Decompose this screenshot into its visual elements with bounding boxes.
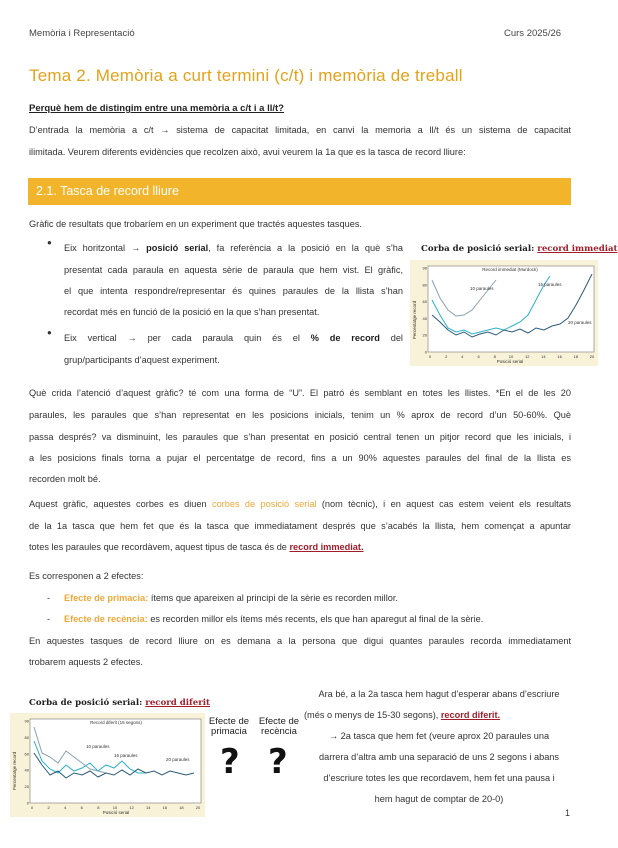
effect-q-primacia-label: Efecte de primacia [208,716,250,737]
y-tick-label: 60 [24,751,29,757]
bullet-1-line-2: presentat cada paraula en aquesta sèrie de paraula que hem vist. El gràfic, [64,265,403,275]
x-tick-label: 20 [195,805,201,810]
x-tick-label: 14 [541,354,546,359]
question-mark-primacia: ? [220,742,240,782]
bullet-2-line-1: Eix vertical → per cada paraula quin és el % de record del [64,333,403,343]
para-u-line-2: paraules, les paraules que s’han representat en les posicions inicials, tenim un % aprox de record d’un 50-60%. Què [29,410,571,420]
x-tick-label: 6 [477,354,480,359]
page-title: Tema 2. Memòria a curt termini (c/t) i memòria de treball [29,66,463,85]
figure1-label-15: 15 paraules [538,282,562,287]
x-tick-label: 14 [145,805,151,810]
figure2-inner-title: Record diferit (15 segons) [90,720,142,725]
bullet-dot-1: ● [47,238,52,247]
figure1-title-link: record immediat [537,244,618,254]
term-record-immediat: record immediat. [289,542,364,552]
question-mark-recencia: ? [268,742,288,782]
x-tick-label: 20 [589,354,595,359]
x-tick-label: 18 [179,805,184,810]
x-tick-label: 6 [80,805,83,810]
graph-intro: Gràfic de resultats que trobaríem en un experiment que tractés aquestes tasques. [29,219,362,229]
y-tick-label: 80 [422,282,427,288]
page-number: 1 [565,808,571,818]
y-tick-label: 20 [24,784,29,790]
right-text-line-4: darrera d’altra amb una separació de uns 2 segons i abans [318,752,560,762]
bullet-1-line-3: el que intenta respondre/representar és quines paraules de la llista s’han [64,286,403,296]
effect-dash-1: - [47,593,51,603]
bullet-1-line-1: Eix horitzontal → posició serial, fa referència a la posició en la què s’ha [64,243,403,253]
term-corbes-posicio-serial: corbes de posició serial [211,499,317,509]
x-tick-label: 4 [64,805,67,810]
y-tick-label: 0 [424,349,427,355]
y-tick-label: 40 [24,767,29,773]
para-u-line-4: a les posicions finals torna a pujar el percentatge de record, fins a un 90% aquestes paraules del final de la llista es [29,453,571,463]
y-tick-label: 20 [422,332,427,338]
figure1-label-20: 20 paraules [568,320,592,325]
figure2-serial-position-chart [10,713,205,817]
effects-intro: Es corresponen a 2 efectes: [29,571,144,581]
figure2-ylabel: Percentatge record [12,751,17,791]
header-course-name: Memòria i Representació [29,28,135,39]
x-tick-label: 8 [97,805,100,810]
para-u-line-3: passa després? va disminuint, les paraules que s’han presentat en posició central tenen un pitjor record que les inicials, i [29,432,571,442]
x-tick-label: 0 [30,805,34,810]
para-demand-line-2: trobarem aquests 2 efectes. [29,657,143,667]
x-tick-label: 0 [428,354,432,359]
term-record-diferit: record diferit. [440,710,501,720]
x-tick-label: 18 [573,354,579,359]
bullet-dot-2: ● [47,328,52,337]
section-heading-band [28,178,571,205]
effect-recencia: Efecte de recència: es recorden millor els ítems més recents, els que han aparegut al final de la sèrie. [64,614,484,624]
para-corbes-line-2: de la 1a tasca que hem fet que és la tasca que immediatament després que s’acabés la llista, hem començat a apuntar [29,521,571,531]
section-question: Perquè hem de distingim entre una memòria a c/t i a ll/t? [29,103,284,114]
figure1-serial-position-chart [410,260,598,366]
para-corbes-line-3: totes les paraules que recordàvem, aquest tipus de tasca és de record immediat. [29,542,364,552]
right-text-line-5: d’escriure totes les que recordavem, hem fet una pausa i [323,773,555,783]
right-text-line-1: Ara bé, a la 2a tasca hem hagut d’esperar abans d’escriure [318,689,560,699]
effect-primacia: Efecte de primacia: ítems que apareixen al principi de la sèrie es recorden millor. [64,593,398,603]
y-tick-label: 80 [24,734,29,740]
para-demand-line-1: En aquestes tasques de record lliure on es demana a la persona que digui quantes paraules recorda immediatament [29,636,571,646]
y-tick-label: 90 [422,265,427,271]
figure1-ylabel: Percentatge record [412,300,417,340]
figure1-inner-title: Record immediat (Murdock) [482,267,538,272]
x-tick-label: 10 [508,354,514,359]
x-tick-label: 10 [112,805,118,810]
right-text-line-3: → 2a tasca que hem fet (veure aprox 20 paraules una [328,731,550,741]
figure2-xlabel: Posició serial [102,810,130,815]
effect-q-recencia-label: Efecte de recència [258,716,300,737]
x-tick-label: 16 [162,805,168,810]
figure2-label-20: 20 paraules [166,757,190,762]
figure2-title-link: record diferit [145,698,210,708]
x-tick-label: 2 [445,354,448,359]
intro-line-1: D’entrada la memòria a c/t → sistema de capacitat limitada, en canvi la memoria a ll/t és un sistema de capacitat [29,125,571,135]
x-tick-label: 12 [524,354,530,359]
figure2-label-10: 10 paraules [86,744,110,749]
para-u-line-5: recorden molt bé. [29,474,101,484]
para-u-line-1: Què crida l’atenció d’aquest gràfic? té com una forma de “U”. El patró és semblant en totes les llistes. *En el de les 20 [29,388,571,398]
intro-line-2: ilimitada. Veurem diferents evidències que recolzen això, avui veurem la 1a que es la tasca de record lliure: [29,147,466,157]
header-year: Curs 2025/26 [504,28,562,39]
right-text-line-6: hem hagut de comptar de 20-0) [374,794,504,804]
x-tick-label: 8 [493,354,496,359]
figure1-title: Corba de posició serial: record immediat [421,244,618,254]
section-heading: 2.1. Tasca de record lliure [36,184,179,198]
y-tick-label: 0 [26,800,29,806]
y-tick-label: 90 [24,718,29,724]
x-tick-label: 12 [129,805,134,810]
para-corbes-line-1: Aquest gràfic, aquestes corbes es diuen corbes de posició serial (nom tècnic), i en aquest cas estem veient els resultats [29,499,571,509]
y-tick-label: 40 [422,315,427,321]
figure1-plot-area [428,266,594,352]
y-tick-label: 60 [422,299,427,305]
figure2-label-15: 15 paraules [114,753,138,758]
x-tick-label: 2 [47,805,50,810]
x-tick-label: 4 [461,354,464,359]
figure2-title: Corba de posició serial: record diferit [29,698,210,708]
figure1-label-10: 10 paraules [470,286,494,291]
effect-dash-2: - [47,614,51,624]
bullet-2-line-2: grup/participants d’aquest experiment. [64,355,220,365]
bullet-1-line-4: recordat més en funció de la posició en la que s’han presentat. [64,307,320,317]
figure1-xlabel: Posició serial [496,359,524,364]
right-text-line-2: (més o menys de 15-30 segons), record diferit. [304,710,501,720]
x-tick-label: 16 [557,354,562,359]
